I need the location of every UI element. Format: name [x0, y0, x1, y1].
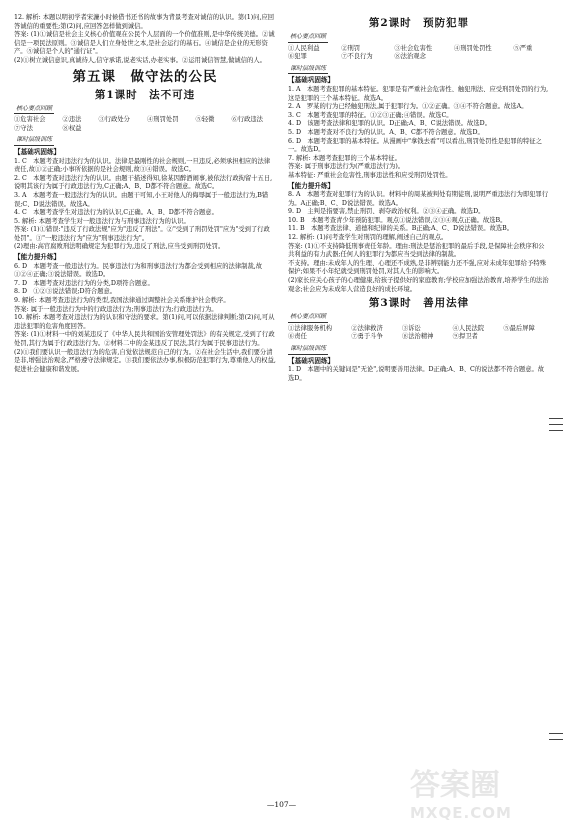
answer-item: 1. C 本题考查对违法行为的认识。法律是最刚性的社会规则,一旦违反,必须承担相应的法律责任,故①②正确;小事所依据的是社会规则,故③④错误。故选C。: [14, 157, 271, 174]
key-point: ②法律救济: [351, 324, 383, 332]
training-label: 课时层级训练: [14, 136, 54, 146]
answer-item: 4. C 本题考查学生对违法行为的认识,C正确。A、B、D都不符合题意。: [14, 209, 218, 217]
training-label: 课时层级训练: [288, 65, 328, 75]
page-edge-mark: [549, 739, 563, 740]
basic-section-heading: 【基础巩固练】: [14, 147, 61, 156]
answer-item: 1. D 本题中的关键词是"无论",说明要善用法律。D正确;A、B、C的说法都不符合题意。故选D。: [288, 366, 545, 382]
basic-section-heading: 【基础巩固练】: [288, 76, 335, 85]
key-point: ⑤最后屏障: [503, 324, 535, 332]
answer-item: 答案: (1)①材料一中的刘某违反了《中华人民共和国治安管理处罚法》的有关规定,受到了行政处罚,其行为属于行政违法行为。②材料二中的金某违反了民法,其行为属于民事违法行为。: [14, 331, 275, 347]
answer-item: 9. D 主判是指要害,禁止刑罚、剥夺政治权利。②③④正确。故选D。: [288, 208, 485, 216]
right-column: [288, 14, 550, 383]
key-point: ②违法: [62, 116, 82, 124]
key-point: ⑦勇于斗争: [351, 333, 383, 341]
answer-item: 2. C 本题考查对违法行为的认识。由题干描述得知,徐某因醉酒闹事,被依法行政拘留十五日,说明其该行为属于行政违法行为,C正确;A、B、D都不符合题意。故选C。: [14, 174, 273, 191]
answer-item: 3. C 本题考查犯罪的特征。①②③正确;④错误。故选C。: [288, 111, 453, 119]
answer-item: 5. D 本题考查对不良行为的认识。A、B、C都不符合题意。故选D。: [288, 128, 484, 136]
lesson-3-title: 第3课时 善用法律: [368, 297, 470, 310]
watermark-text: 答案圈: [410, 768, 500, 803]
answer-item: 5. 解析: 本题考查学生对一般违法行为与刑事违法行为的认识。: [14, 217, 190, 225]
page-edge-mark: [549, 424, 563, 425]
left-column: [14, 14, 276, 374]
advanced-section-heading: 【能力提升练】: [14, 253, 61, 262]
key-point: ④人民法院: [452, 324, 485, 332]
answer-item: 答案: (1)①不支持降低刑事责任年龄。理由:刑法是惩治犯罪的最后手段,是保障社会秩序和公共利益的有力武器;任何人的犯罪行为都应当受到法律的制裁。: [288, 242, 545, 259]
key-points-grid: [288, 45, 550, 62]
answer-item: 9. 解析: 本题考查违法行为的类型,我国法律通过调整社会关系维护社会秩序。: [14, 297, 230, 305]
answer-item: 12. 解析: (1)问考查学生对刑罚的理解,阐述自己的观点。: [288, 234, 448, 242]
answer-item: (2)理由:高官腐败刑法明确规定为犯罪行为,违反了刑法,应当受到刑罚处罚。: [14, 243, 225, 251]
key-point: ①人民利益: [288, 44, 320, 52]
key-point: ④刑罚处罚: [147, 116, 179, 124]
lesson-1-title: 第1课时 法不可违: [94, 88, 196, 101]
page-edge-mark: [549, 430, 563, 431]
key-point: ③行政处分: [98, 116, 130, 124]
key-point: ⑧权益: [62, 124, 82, 132]
key-point: ③诉讼: [401, 324, 421, 332]
lesson-2-title: 第2课时 预防犯罪: [368, 17, 470, 29]
key-points-label: 核心要点回顾: [14, 105, 54, 115]
item-12-answer-1: 答案: (1)①诚信是社会主义核心价值观在公民个人层面的一个价值准则,是中华传统美德。②诚信是一项民法原则。③诚信是人们立身处世之本,是社会运行的基石。④诚信是企业的无形资产。⑤诚信是个人的"通行证"。: [14, 31, 275, 56]
key-point: ④刑罚处罚性: [453, 44, 492, 52]
answer-item: (2)家长应关心孩子的心理健康,给孩子提供好的家庭教育;学校应加强法治教育,培养学生的法治观念;社会应为未成年人营造良好的成长环境。: [288, 277, 549, 293]
key-point: ①法律服务机构: [288, 324, 333, 332]
answer-item: 答案: 属于刑事违法行为(严重违法行为)。: [288, 163, 405, 171]
answer-item: 答案: (1)①错误:"违反了行政法规"应为"违反了刑法"。②"受到了刑罚处罚"应为"受到了行政处罚"。③"一般违法行为"应为"刑事违法行为"。: [14, 226, 270, 242]
answer-item: 答案: 属于一般违法行为中的行政违法行为;刑事违法行为;行政违法行为。: [14, 305, 218, 313]
key-point: ②刑罚: [341, 44, 361, 52]
key-points-label: 核心要点回顾: [288, 313, 328, 323]
answer-item: 1. A 本题考查犯罪的基本特征。犯罪是有严重社会危害性、触犯刑法、应受刑罚处罚的行为,这是犯罪的三个基本特征。故选A。: [288, 85, 549, 102]
basic-section-heading: 【基础巩固练】: [288, 356, 335, 365]
key-point: ⑤严重: [513, 44, 533, 52]
answer-item: 7. D 本题考查对违法行为的分类,D项符合题意。: [14, 279, 154, 287]
advanced-section-heading: 【能力提升练】: [288, 181, 335, 190]
key-points-grid: [14, 116, 276, 133]
key-point: ⑦不良行为: [341, 53, 373, 61]
key-point: ⑥责任: [288, 333, 307, 341]
key-point: ⑨捍卫者: [452, 333, 478, 341]
key-point: ⑧法治精神: [401, 333, 434, 341]
page-edge-mark: [549, 733, 563, 734]
answer-item: 8. D ①②③说法错误;D符合题意。: [14, 288, 117, 296]
key-point: ⑥犯罪: [288, 53, 307, 61]
training-label: 课时层级训练: [288, 345, 328, 355]
answer-item: 10. B 本题考查青少年预防犯罪。观点①说法错误,②③④观点正确。故选B。: [288, 216, 507, 224]
answer-item: 8. A 本题考查对犯罪行为的认识。材料中的周某被判处有期徒刑,说明严重违法行为即犯罪行为。A正确;B、C、D说法错误。故选A。: [288, 191, 549, 207]
item-12-analysis: 12. 解析: 本题以明初学者宋濂小时候借书还书的故事为背景考查对诚信的认识。第(1)问,应回答诚信的重要性;第(2)问,应回答怎样做到诚信。: [14, 14, 275, 30]
key-point: ⑧法治观念: [394, 53, 426, 61]
answer-item: 6. D 本题考查犯罪的基本特征。从漫画中"拿钱去看"可以看出,刑罚处罚性是犯罪的特征之一。故选D。: [288, 137, 542, 154]
key-point: ③社会危害性: [394, 44, 433, 52]
answer-item: 3. A 本题考查一般违法行为的认识。由题干可知,小王对他人的侮辱属于一般违法行为,B错误;C、D说法错误。故选A。: [14, 191, 269, 208]
key-point: ①危害社会: [14, 116, 46, 124]
watermark-url: MXQE.COM: [410, 804, 512, 822]
answer-item: 7. 解析: 本题考查犯罪的三个基本特征。: [288, 154, 401, 162]
key-point: ⑥行政违法: [231, 116, 263, 124]
answer-item: 4. D 该题考查法律和犯罪的认识。D正确;A、B、C说法错误。故选D。: [288, 120, 491, 128]
key-point: ⑤轻微: [195, 116, 215, 124]
lesson-title: 第五课 做守法的公民: [72, 68, 218, 85]
answer-item: (2)①我们要认识一般违法行为的危害,自觉依法规范自己的行为。②在社会生活中,我们要分清是非,增强法治观念,严格遵守法律规定。③我们要依法办事,积极防范犯罪行为,尊重他人的权益,促进社会健康和谐发展。: [14, 348, 276, 373]
answer-item: 基本特征: 严重社会危害性,刑事违法性和应受刑罚处罚性。: [288, 171, 452, 179]
answer-item: 2. A 罗某的行为已经触犯刑法,属于犯罪行为。①②正确。③④不符合题意。故选A。: [288, 103, 528, 111]
key-points-label: 核心要点回顾: [288, 33, 328, 43]
answer-item: 6. D 本题考查一般违法行为。民事违法行为和刑事违法行为都会受到相应的法律制裁,故①②④正确;③说法错误。故选D。: [14, 262, 263, 279]
answer-item: 11. B 本题考查法律、道德和纪律的关系。B正确;A、C、D说法错误。故选B。: [288, 225, 514, 233]
key-points-grid: [288, 325, 550, 342]
answer-item: 不支持。理由:未成年人的生理、心理还不成熟,是非辨别能力还不强,应对未成年犯罪给予特殊保护;如果不小年纪就受到刑罚处罚,对其人生的影响大。: [288, 259, 546, 276]
answer-item: 10. 解析: 本题考查对违法行为的认识和守法的要求。第(1)问,可以依据法律判断;第(2)问,可从违法犯罪的危害角度回答。: [14, 314, 275, 330]
page-number: —107—: [266, 800, 297, 809]
item-12-answer-2: (2)①树立诚信意识,真诚待人,信守承诺,说老实话,办老实事。②运用诚信智慧,做诚信的人。: [14, 56, 266, 64]
page-edge-mark: [549, 418, 563, 419]
key-point: ⑦守法: [14, 124, 33, 132]
